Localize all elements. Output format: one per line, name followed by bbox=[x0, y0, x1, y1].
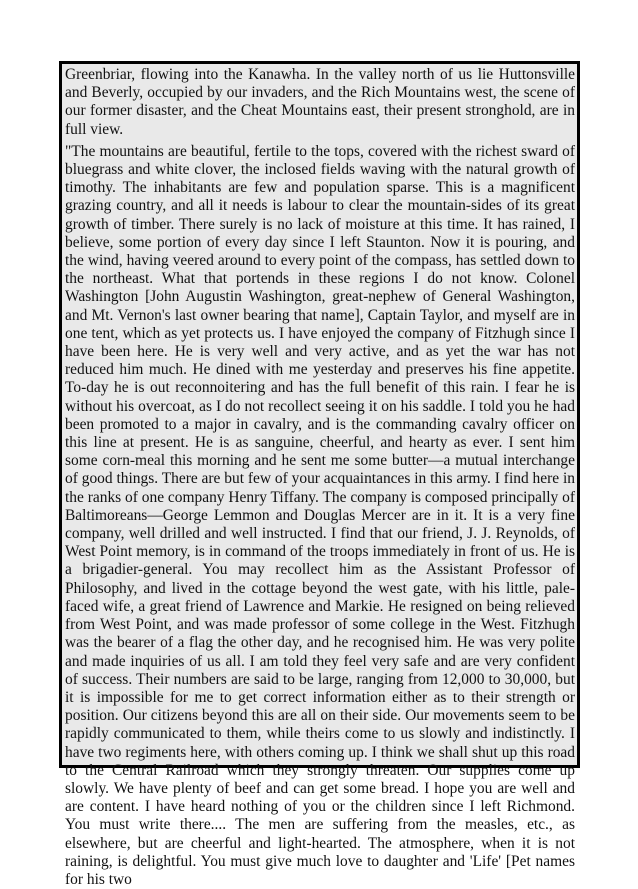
page-frame bbox=[59, 61, 580, 888]
document-body bbox=[62, 64, 577, 889]
paragraph-1: Greenbriar, flowing into the Kanawha. In the valley north of us lie Huttonsville and Beverly, occupied by our invaders, and the Rich Mountains west, the scene of our former disaster, and the Cheat Mountains east, their present stronghold, are in full view. bbox=[65, 66, 575, 138]
paragraph-2: "The mountains are beautiful, fertile to the tops, covered with the richest sward of bluegrass and white clover, the inclosed fields waving with the natural growth of timothy. The inhabitants are few and population sparse. This is a magnificent grazing country, and all it needs is labour to clear the mountain-sides of its great growth of timber. There surely is no lack of moisture at this time. It has rained, I believe, some portion of every day since I left Staunton. Now it is pouring, and the wind, having veered around to every point of the compass, has settled down to the northeast. What that portends in these regions I do not know. Colonel Washington [John Augustin Washington, great-nephew of General Washington, and Mt. Vernon's last owner bearing that name], Captain Taylor, and myself are in one tent, which as yet protects us. I have enjoyed the company of Fitzhugh since I have been here. He is very well and very active, and as yet the war has not reduced him much. He dined with me yesterday and preserves his fine appetite. To-day he is out reconnoitering and has the full benefit of this rain. I fear he is without his overcoat, as I do not recollect seeing it on his saddle. I told you he had been promoted to a major in cavalry, and is the commanding cavalry officer on this line at present. He is as sanguine, cheerful, and hearty as ever. I sent him some corn-meal this morning and he sent me some butter—a mutual interchange of good things. There are but few of your acquaintances in this army. I find here in the ranks of one company Henry Tiffany. The company is composed principally of Baltimoreans—George Lemmon and Douglas Mercer are in it. It is a very fine company, well drilled and well instructed. I find that our friend, J. J. Reynolds, of West Point memory, is in command of the troops immediately in front of us. He is a brigadier-general. You may recollect him as the Assistant Professor of Philosophy, and lived in the cottage beyond the west gate, with his little, pale-faced wife, a great friend of Lawrence and Markie. He resigned on being relieved from West Point, and was made professor of some college in the West. Fitzhugh was the bearer of a flag the other day, and he recognised him. He was very polite and made inquiries of us all. I am told they feel very safe and are very confident of success. Their numbers are said to be large, ranging from 12,000 to 30,000, but it is impossible for me to get correct information either as to their strength or position. Our citizens beyond this are all on their side. Our movements seem to be rapidly communicated to them, while theirs come to us slowly and indistinctly. I have two regiments here, with others coming up. I think we shall shut up this road to the Central Railroad which they strongly threaten. Our supplies come up slowly. We have plenty of beef and can get some bread. I hope you are well and are content. I have heard nothing of you or the children since I left Richmond. You must write there.... The men are suffering from the measles, etc., as elsewhere, but are cheerful and light-hearted. The atmosphere, when it is not raining, is delightful. You must give much love to daughter and 'Life' [Pet names for his two bbox=[65, 142, 575, 888]
